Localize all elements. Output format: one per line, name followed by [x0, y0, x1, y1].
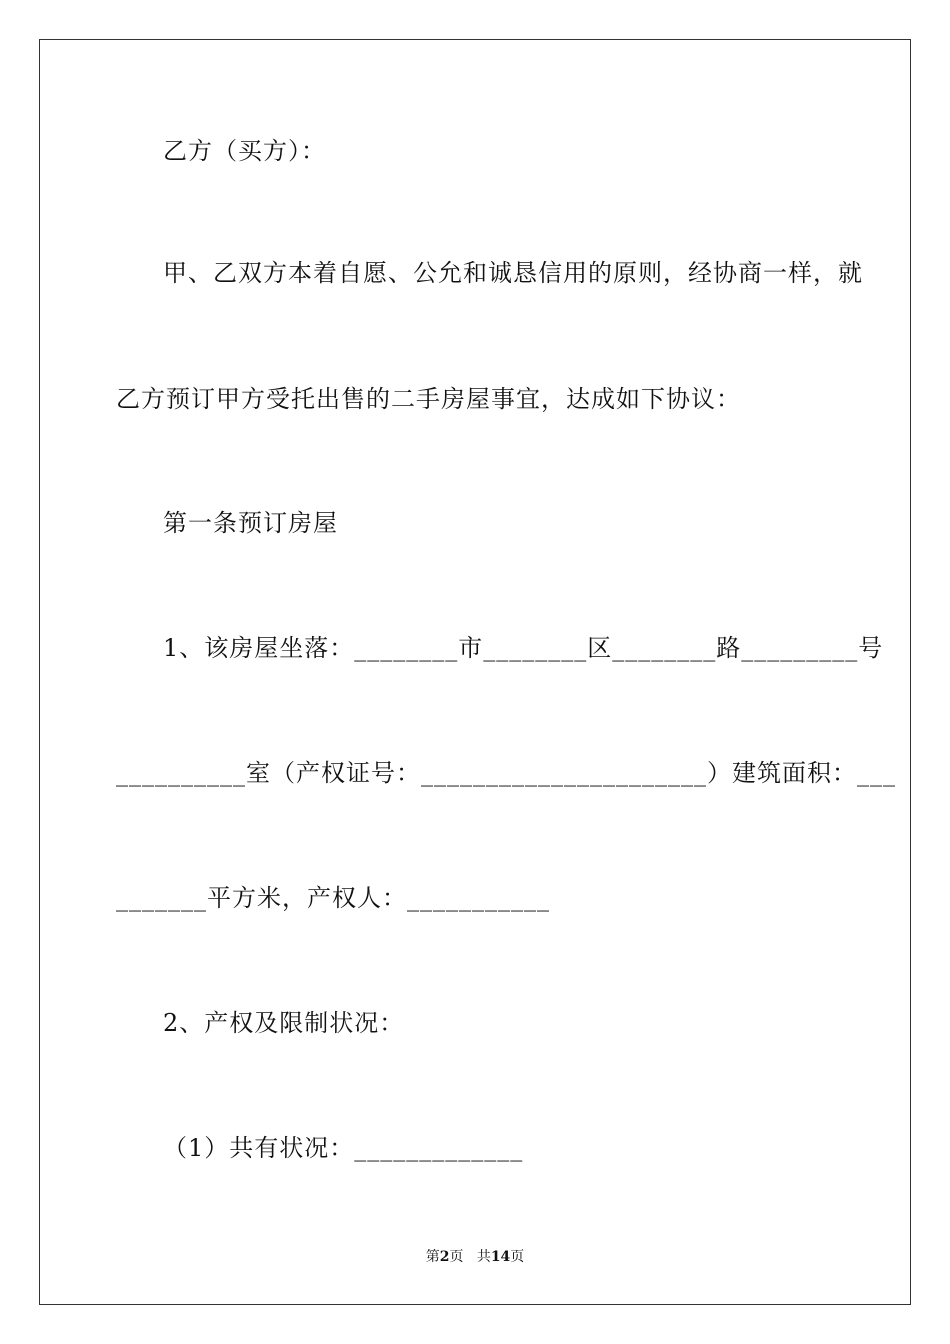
preamble-line-1: 甲、乙双方本着自愿、公允和诚恳信用的原则，经协商一样，就 [163, 259, 863, 287]
preamble-line-2: 乙方预订甲方受托出售的二手房屋事宜，达成如下协议： [116, 385, 741, 413]
footer-total-prefix: 共 [476, 1249, 491, 1265]
room-certificate-line: __________室（产权证号：______________________）建筑面积：___ [116, 759, 896, 787]
property-status-heading: 2、产权及限制状况： [163, 1009, 405, 1037]
footer-prefix: 第 [425, 1249, 440, 1265]
footer-page-number: 2 [439, 1249, 450, 1265]
page-border [39, 39, 911, 1305]
footer-total-suffix: 页 [510, 1249, 525, 1265]
party-b-line: 乙方（买方）： [163, 137, 326, 165]
page-footer [0, 1248, 950, 1266]
location-line: 1、该房屋坐落：________市________区________路_________号 [163, 634, 884, 662]
co-ownership-line: （1）共有状况：_____________ [163, 1134, 524, 1162]
area-owner-line: _______平方米，产权人：___________ [116, 884, 550, 912]
footer-total-pages: 14 [490, 1249, 511, 1265]
article-1-heading: 第一条预订房屋 [163, 509, 338, 537]
footer-page-suffix: 页 [449, 1249, 464, 1265]
